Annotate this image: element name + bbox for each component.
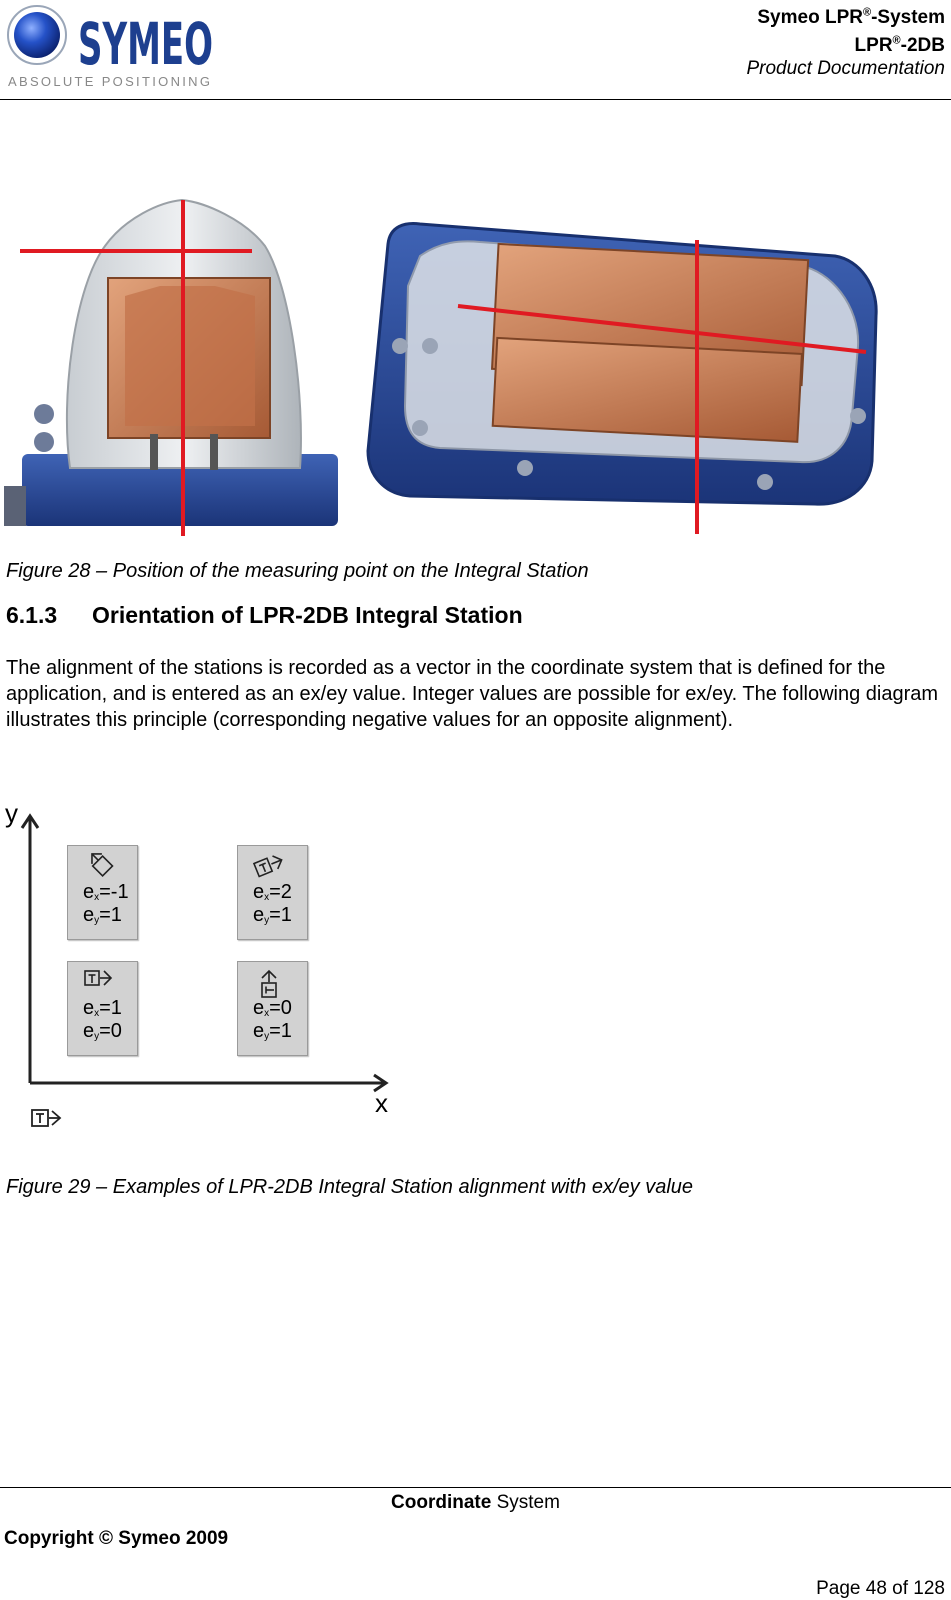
ex-number: =1 bbox=[99, 997, 122, 1019]
footer-copyright: Copyright © Symeo 2009 bbox=[4, 1528, 229, 1549]
logo-wordmark: SYMEO bbox=[78, 10, 213, 78]
ey-letter: e bbox=[253, 1020, 265, 1042]
figure-29-caption: Figure 29 – Examples of LPR-2DB Integral Station alignment with ex/ey value bbox=[6, 1176, 694, 1198]
ey-value bbox=[83, 1020, 122, 1048]
section-heading bbox=[6, 602, 523, 629]
ey-subscript: y bbox=[264, 1031, 270, 1042]
alignment-box bbox=[67, 961, 138, 1056]
ex-letter: e bbox=[253, 881, 265, 903]
ey-number: =0 bbox=[99, 1020, 122, 1042]
header-divider bbox=[0, 99, 951, 100]
ex-subscript: x bbox=[264, 892, 270, 903]
section-paragraph: The alignment of the stations is recorded as a vector in the coordinate system that is defined for the application, and is entered as an ex/ey value. Integer values are possible for ex/ey. The following diagram illustrates this principle (corresponding negative values for an opposite alignment). bbox=[6, 657, 939, 731]
ey-number: =1 bbox=[99, 904, 122, 926]
ex-number: =0 bbox=[269, 997, 292, 1019]
footer-section-rest: System bbox=[491, 1492, 560, 1513]
alignment-box bbox=[67, 845, 138, 940]
alignment-diagram bbox=[0, 800, 420, 1145]
footer-divider bbox=[0, 1487, 951, 1488]
footer-page-number: Page 48 of 128 bbox=[816, 1578, 945, 1599]
ey-number: =1 bbox=[269, 904, 292, 926]
ey-subscript: y bbox=[94, 915, 100, 926]
ex-letter: e bbox=[83, 881, 95, 903]
right-copper-antenna-bottom bbox=[493, 338, 802, 442]
integral-station-photo bbox=[0, 196, 900, 548]
right-arrow-icon bbox=[82, 966, 126, 992]
ey-value bbox=[83, 904, 122, 932]
ey-letter: e bbox=[253, 904, 265, 926]
registered-mark: ® bbox=[862, 7, 872, 19]
ey-subscript: y bbox=[264, 915, 270, 926]
header-doc-type: Product Documentation bbox=[746, 57, 945, 79]
header-title-block bbox=[746, 2, 945, 80]
logo-tagline: ABSOLUTE POSITIONING bbox=[8, 74, 213, 89]
section-title: Orientation of LPR-2DB Integral Station bbox=[92, 602, 523, 628]
header-model-suffix: -2DB bbox=[900, 34, 945, 56]
ey-value bbox=[253, 904, 292, 932]
footer-section-bold: Coordinate bbox=[391, 1492, 492, 1513]
diagonal-up-left-arrow-icon bbox=[82, 850, 122, 880]
registered-mark: ® bbox=[892, 34, 901, 47]
ex-subscript: x bbox=[94, 892, 100, 903]
x-axis-label: x bbox=[375, 1088, 388, 1118]
ex-number: =2 bbox=[269, 881, 292, 903]
figure-28-caption: Figure 28 – Position of the measuring point on the Integral Station bbox=[6, 560, 589, 582]
axes bbox=[0, 800, 420, 1145]
ex-number: =-1 bbox=[99, 881, 129, 903]
header-product-model: LPR bbox=[854, 34, 893, 56]
ex-letter: e bbox=[83, 997, 95, 1019]
section-number: 6.1.3 bbox=[6, 602, 58, 628]
ey-number: =1 bbox=[269, 1020, 292, 1042]
alignment-box bbox=[237, 845, 308, 940]
ey-letter: e bbox=[83, 904, 95, 926]
header-system-suffix: -System bbox=[871, 7, 945, 29]
diagonal-up-right-arrow-icon bbox=[250, 850, 294, 880]
footer-section-name bbox=[0, 1492, 951, 1514]
ey-letter: e bbox=[83, 1020, 95, 1042]
ey-value bbox=[253, 1020, 292, 1048]
ex-subscript: x bbox=[94, 1008, 100, 1019]
symeo-logo bbox=[6, 4, 221, 92]
ex-letter: e bbox=[253, 997, 265, 1019]
y-axis-label: y bbox=[5, 798, 18, 828]
header-product-system: Symeo LPR bbox=[757, 7, 863, 29]
ex-subscript: x bbox=[264, 1008, 270, 1019]
alignment-box bbox=[237, 961, 308, 1056]
station-legend-icon bbox=[32, 1110, 60, 1126]
ey-subscript: y bbox=[94, 1031, 100, 1042]
logo-graphic bbox=[6, 4, 221, 92]
